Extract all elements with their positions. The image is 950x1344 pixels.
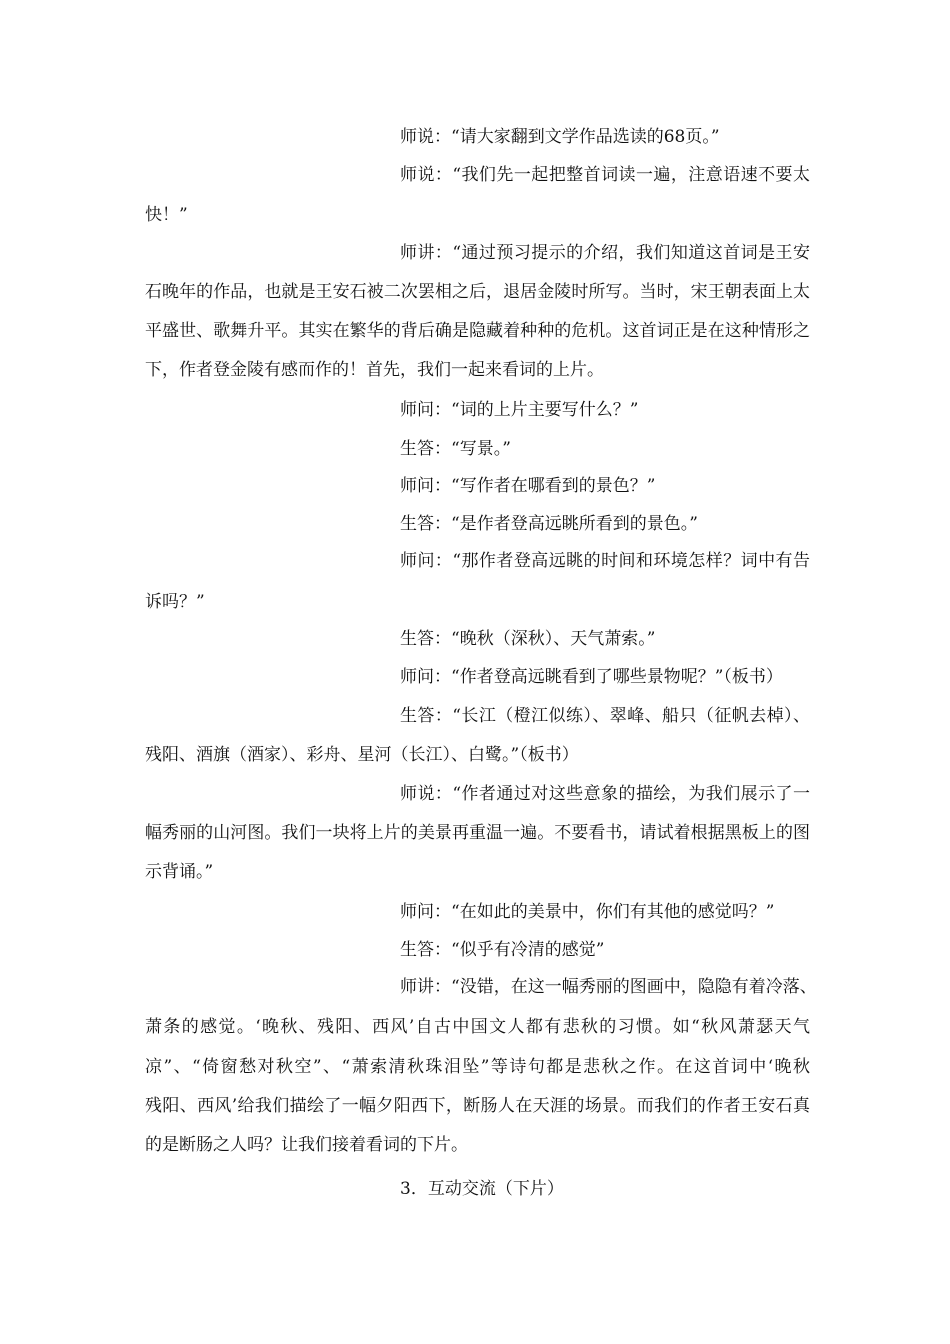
paragraph-line: 师问：“那作者登高远眺的时间和环境怎样？词中有告 (400, 551, 810, 571)
paragraph-line: 下，作者登金陵有感而作的！首先，我们一起来看词的上片。 (145, 360, 604, 380)
paragraph-line: 诉吗？” (145, 592, 205, 612)
paragraph-line: 快！” (145, 205, 188, 225)
paragraph-line: 师问：“写作者在哪看到的景色？” (400, 476, 656, 496)
paragraph-line: 生答：“长江（橙江似练）、翠峰、船只（征帆去棹）、 (400, 706, 810, 726)
paragraph-line: 生答：“是作者登高远眺所看到的景色。” (400, 514, 698, 534)
paragraph-line: 师说：“作者通过对这些意象的描绘，为我们展示了一 (400, 784, 810, 804)
paragraph-line: 生答：“写景。” (400, 439, 511, 459)
paragraph-line: 的是断肠之人吗？让我们接着看词的下片。 (145, 1135, 468, 1155)
paragraph-line: 示背诵。” (145, 862, 214, 882)
paragraph-line: 残阳、酒旗（酒家）、彩舟、星河（长江）、白鹭。”（板书） (145, 745, 579, 765)
paragraph-line: 平盛世、歌舞升平。其实在繁华的背后确是隐藏着种种的危机。这首词正是在这种情形之 (145, 321, 810, 341)
paragraph-line: 生答：“似乎有冷清的感觉” (400, 940, 605, 960)
paragraph-line: 师讲：“没错，在这一幅秀丽的图画中，隐隐有着冷落、 (400, 977, 817, 997)
paragraph-line: 残阳、西风’给我们描绘了一幅夕阳西下，断肠人在天涯的场景。而我们的作者王安石真 (145, 1096, 810, 1116)
paragraph-line: 师问：“在如此的美景中，你们有其他的感觉吗？” (400, 902, 775, 922)
paragraph-line: 师说：“我们先一起把整首词读一遍，注意语速不要太 (400, 165, 810, 185)
document-page (145, 0, 817, 1344)
section-heading: 3．互动交流（下片） (400, 1179, 564, 1199)
paragraph-line: 石晚年的作品，也就是王安石被二次罢相之后，退居金陵时所写。当时，宋王朝表面上太 (145, 282, 810, 302)
paragraph-line: 萧条的感觉。‘晚秋、残阳、西风’自古中国文人都有悲秋的习惯。如“秋风萧瑟天气 (145, 1017, 810, 1037)
paragraph-line: 师讲：“通过预习提示的介绍，我们知道这首词是王安 (400, 243, 810, 263)
paragraph-line: 凉”、“倚窗愁对秋空”、“萧索清秋珠泪坠”等诗句都是悲秋之作。在这首词中‘晚秋 (145, 1057, 810, 1077)
paragraph-line: 师问：“词的上片主要写什么？” (400, 400, 639, 420)
paragraph-line: 师说：“请大家翻到文学作品选读的68页。” (400, 127, 720, 147)
paragraph-line: 师问：“作者登高远眺看到了哪些景物呢？”（板书） (400, 667, 783, 687)
paragraph-line: 幅秀丽的山河图。我们一块将上片的美景再重温一遍。不要看书，请试着根据黑板上的图 (145, 823, 810, 843)
paragraph-line: 生答：“晚秋（深秋）、天气萧索。” (400, 629, 656, 649)
